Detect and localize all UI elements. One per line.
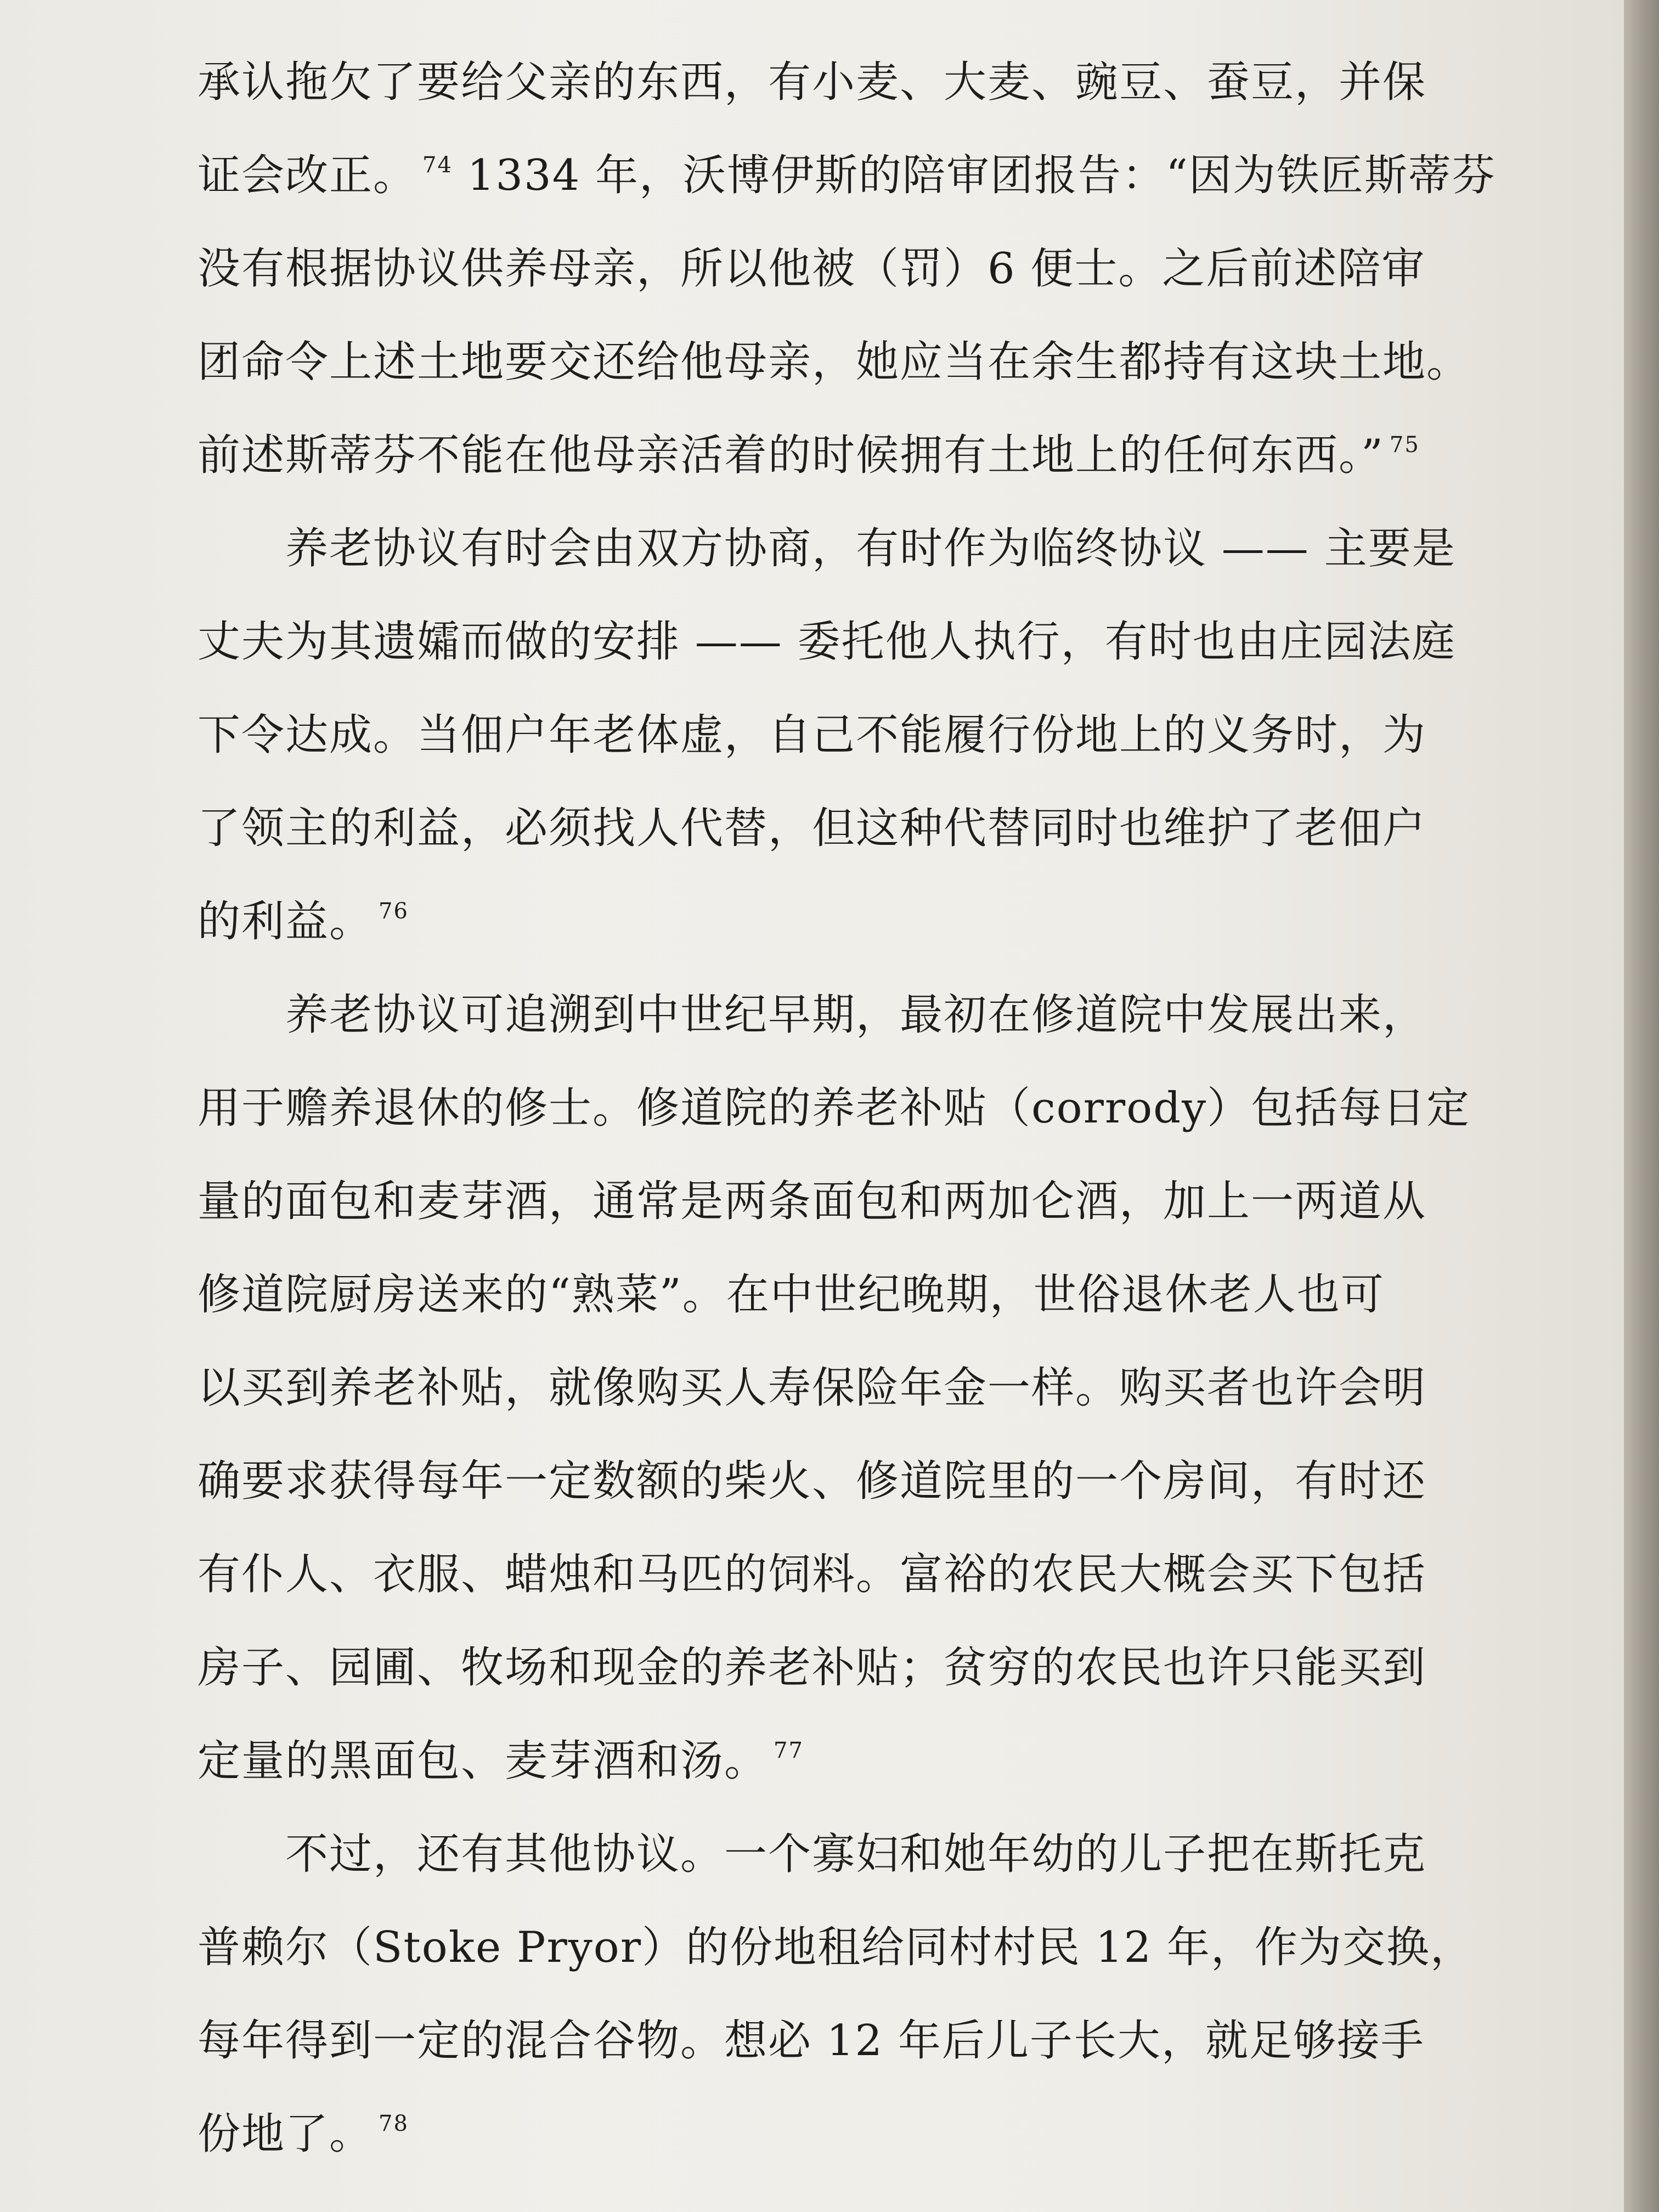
line-text: 承认拖欠了要给父亲的东西，有小麦、大麦、豌豆、蚕豆，并保: [198, 58, 1427, 107]
line-text: 丈夫为其遗孀而做的安排 —— 委托他人执行，有时也由庄园法庭: [198, 617, 1456, 667]
line-text: 份地了。: [198, 2109, 374, 2159]
text-line: [198, 702, 1492, 768]
line-text: 证会改正。: [198, 151, 417, 200]
line-text: 的利益。: [198, 897, 374, 946]
text-line: [198, 1075, 1492, 1141]
line-text: 了领主的利益，必须找人代替，但这种代替同时也维护了老佃户: [198, 804, 1427, 853]
text-line: [198, 2008, 1492, 2074]
text-line: [198, 1915, 1492, 1980]
text-line: [198, 609, 1492, 675]
text-line: [198, 2101, 1492, 2167]
line-text: 不过，还有其他协议。一个寡妇和她年幼的儿子把在斯托克: [285, 1830, 1427, 1879]
text-line: [198, 889, 1492, 955]
line-text: 修道院厨房送来的“熟菜”。在中世纪晚期，世俗退休老人也可: [198, 1270, 1385, 1319]
footnote-ref: 76: [379, 899, 409, 924]
line-text: 普赖尔（Stoke Pryor）的份地租给同村村民 12 年，作为交换，: [198, 1923, 1474, 1972]
text-line: [198, 1355, 1492, 1421]
text-line: [198, 795, 1492, 861]
line-text: 确要求获得每年一定数额的柴火、修道院里的一个房间，有时还: [198, 1457, 1427, 1506]
text-line: [198, 49, 1492, 115]
line-text: 没有根据协议供养母亲，所以他被（罚）6 便士。之后前述陪审: [198, 244, 1426, 294]
text-line: [198, 1448, 1492, 1514]
text-line: [198, 236, 1492, 302]
line-text: 团命令上述土地要交还给他母亲，她应当在余生都持有这块土地。: [198, 337, 1471, 387]
footnote-ref: 77: [774, 1738, 804, 1763]
text-line: [198, 1635, 1492, 1701]
line-text: 以买到养老补贴，就像购买人寿保险年金一样。购买者也许会明: [198, 1363, 1427, 1413]
text-line: [198, 1169, 1492, 1234]
line-text: 有仆人、衣服、蜡烛和马匹的饲料。富裕的农民大概会买下包括: [198, 1550, 1427, 1599]
text-line: [198, 329, 1492, 395]
line-text: 用于赡养退休的修士。修道院的养老补贴（corrody）包括每日定: [198, 1084, 1471, 1133]
text-line: [198, 1542, 1492, 1607]
line-text: 定量的黑面包、麦芽酒和汤。: [198, 1736, 769, 1786]
line-text: 前述斯蒂芬不能在他母亲活着的时候拥有土地上的任何东西。”: [198, 431, 1384, 480]
footnote-ref: 75: [1389, 432, 1420, 458]
line-text: 房子、园圃、牧场和现金的养老补贴；贫穷的农民也许只能买到: [198, 1643, 1427, 1692]
line-text: 每年得到一定的混合谷物。想必 12 年后儿子长大，就足够接手: [198, 2016, 1425, 2066]
line-text: 养老协议有时会由双方协商，有时作为临终协议 —— 主要是: [285, 524, 1456, 573]
text-line: [198, 422, 1492, 488]
line-text: 1334 年，沃博伊斯的陪审团报告：“因为铁匠斯蒂芬: [452, 151, 1496, 200]
text-line: [198, 1728, 1492, 1794]
text-line: [198, 516, 1492, 582]
text-line: [198, 1262, 1492, 1328]
line-text: 养老协议可追溯到中世纪早期，最初在修道院中发展出来，: [285, 990, 1427, 1040]
footnote-ref: 78: [379, 2111, 409, 2136]
text-line: [198, 982, 1492, 1048]
footnote-ref: 74: [422, 153, 453, 178]
text-line: [198, 1821, 1492, 1887]
line-text: 量的面包和麦芽酒，通常是两条面包和两加仑酒，加上一两道从: [198, 1177, 1427, 1226]
line-text: 下令达成。当佃户年老体虚，自己不能履行份地上的义务时，为: [198, 710, 1427, 760]
book-page-edge: [1624, 0, 1659, 2212]
text-line: [198, 143, 1496, 208]
